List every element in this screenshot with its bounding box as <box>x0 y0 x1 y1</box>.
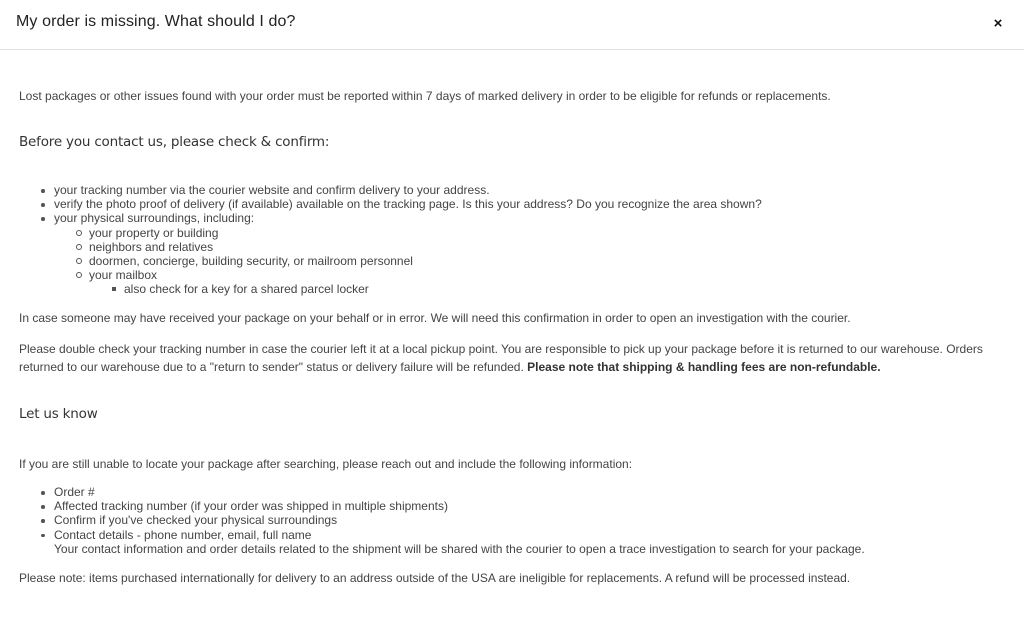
list-item: Affected tracking number (if your order was shipped in multiple shipments) <box>19 499 865 513</box>
list-item: doormen, concierge, building security, or mailroom personnel <box>19 254 762 268</box>
list-item: also check for a key for a shared parcel locker <box>19 282 762 296</box>
close-icon[interactable]: × <box>993 15 1003 32</box>
dialog-title: My order is missing. What should I do? <box>16 13 296 30</box>
list-item: your tracking number via the courier website and confirm delivery to your address. <box>19 183 762 197</box>
info-list <box>19 485 865 556</box>
list-item: verify the photo proof of delivery (if available) available on the tracking page. Is this your address? Do you recognize the area shown? <box>19 197 762 211</box>
list-item: your physical surroundings, including: <box>19 211 762 225</box>
case-text: In case someone may have received your package on your behalf or in error. We will need this confirmation in order to open an investigation with the courier. <box>19 311 851 325</box>
pickup-text-bold: Please note that shipping & handling fees are non-refundable. <box>527 360 881 374</box>
pickup-text <box>19 340 1004 376</box>
intro-text: Lost packages or other issues found with your order must be reported within 7 days of marked delivery in order to be eligible for refunds or replacements. <box>19 89 831 103</box>
let-us-know-heading: Let us know <box>19 406 98 422</box>
international-note: Please note: items purchased internationally for delivery to an address outside of the USA are ineligible for replacements. A refund will be processed instead. <box>19 571 851 585</box>
list-item: Contact details - phone number, email, full name <box>19 528 865 542</box>
contact-note: Your contact information and order details related to the shipment will be shared with the courier to open a trace investigation to search for your package. <box>54 541 865 556</box>
dialog-header <box>0 0 1024 50</box>
check-list <box>19 183 762 297</box>
list-item: your property or building <box>19 226 762 240</box>
unable-text: If you are still unable to locate your package after searching, please reach out and include the following information: <box>19 457 633 471</box>
list-item: your mailbox <box>19 268 762 282</box>
list-item: neighbors and relatives <box>19 240 762 254</box>
pickup-text-main: Please double check your tracking number in case the courier left it at a local pickup point. You are responsible to pick up your package before it is returned to our warehouse. Orders returned to our warehouse due to a "return to sender" status or delivery failure will be refunded. <box>19 342 983 374</box>
check-heading: Before you contact us, please check & confirm: <box>19 134 330 150</box>
list-item: Confirm if you've checked your physical surroundings <box>19 513 865 527</box>
list-item: Order # <box>19 485 865 499</box>
